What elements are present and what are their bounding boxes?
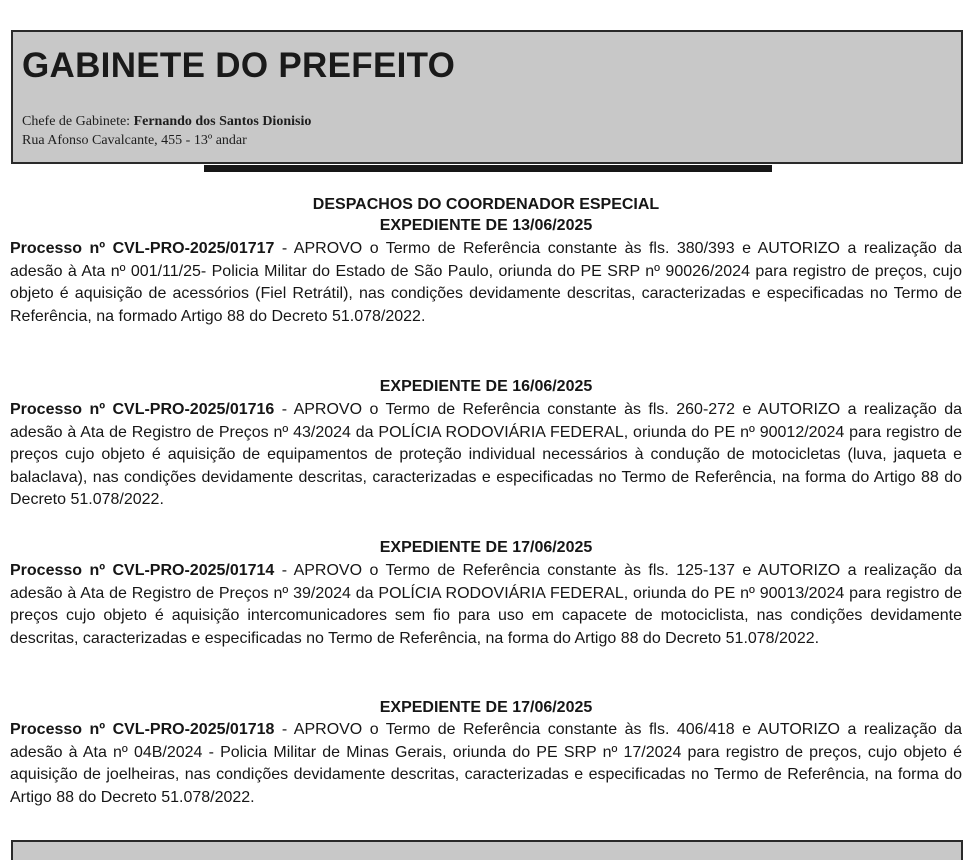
- process-number: Processo nº CVL-PRO-2025/01718: [10, 721, 275, 738]
- despacho-text: - APROVO o Termo de Referência constante às fls. 406/418 e AUTORIZO a realização da adesão à Ata nº 04B/2024 - Policia Militar de Minas Gerais, oriunda do PE SRP nº 17/2024 para registro de preços, cujo objeto é aquisição de joelheiras, nas condições devidamente descritas, caracterizadas e especificadas no Termo de Referência, na forma do Artigo 88 do Decreto 51.078/2022.: [10, 721, 963, 806]
- page-title: GABINETE DO PREFEITO: [22, 46, 456, 85]
- expediente-heading: EXPEDIENTE DE 17/06/2025: [379, 699, 593, 716]
- process-number: Processo nº CVL-PRO-2025/01714: [10, 562, 275, 579]
- chief-label: Chefe de Gabinete:: [22, 114, 134, 129]
- despacho-text: - APROVO o Termo de Referência constante às fls. 380/393 e AUTORIZO a realização da adesão à Ata nº 001/11/25- Policia Militar do Estado de São Paulo, oriunda do PE SRP nº 90026/2024 para registro de preços, cujo objeto é aquisição de acessórios (Fiel Retrátil), nas condições devidamente descritas, caracterizadas e especificadas no Termo de Referência, na formado Artigo 88 do Decreto 51.078/2022.: [10, 240, 963, 325]
- despacho-paragraph: [10, 238, 962, 328]
- expediente-heading: EXPEDIENTE DE 13/06/2025: [379, 217, 593, 234]
- next-section-box: [11, 840, 963, 860]
- address: Rua Afonso Cavalcante, 455 - 13º andar: [22, 133, 247, 148]
- chief-name: Fernando dos Santos Dionisio: [133, 114, 312, 129]
- despacho-paragraph: [10, 719, 962, 809]
- section-title: DESPACHOS DO COORDENADOR ESPECIAL: [312, 196, 660, 213]
- despacho-text: - APROVO o Termo de Referência constante às fls. 125-137 e AUTORIZO a realização da adesão à Ata de Registro de Preços nº 39/2024 da POLÍCIA RODOVIÁRIA FEDERAL, oriunda do PE nº 90013/2024 para registro de preços cujo objeto é aquisição intercomunicadores sem fio para uso em capacete de motociclista, nas condições devidamente descritas, caracterizadas e especificadas no Termo de Referência, na forma do Artigo 88 do Decreto 51.078/2022.: [10, 562, 963, 647]
- header-box: [11, 30, 963, 164]
- despacho-paragraph: [10, 560, 962, 650]
- expediente-heading: EXPEDIENTE DE 16/06/2025: [379, 378, 593, 395]
- process-number: Processo nº CVL-PRO-2025/01716: [10, 401, 275, 418]
- despacho-paragraph: [10, 399, 962, 512]
- chief-line: [22, 112, 311, 131]
- despacho-text: - APROVO o Termo de Referência constante às fls. 260-272 e AUTORIZO a realização da adesão à Ata de Registro de Preços nº 43/2024 da POLÍCIA RODOVIÁRIA FEDERAL, oriunda do PE nº 90012/2024 para registro de preços cujo objeto é aquisição de equipamentos de proteção individual necessários à condução de motocicletas (luva, jaqueta e balaclava), nas condições devidamente descritas, caracterizadas e especificadas no Termo de Referência, na forma do Artigo 88 do Decreto 51.078/2022.: [10, 401, 963, 508]
- process-number: Processo nº CVL-PRO-2025/01717: [10, 240, 275, 257]
- header-divider: [204, 165, 772, 172]
- expediente-heading: EXPEDIENTE DE 17/06/2025: [379, 539, 593, 556]
- header-info: [22, 112, 311, 150]
